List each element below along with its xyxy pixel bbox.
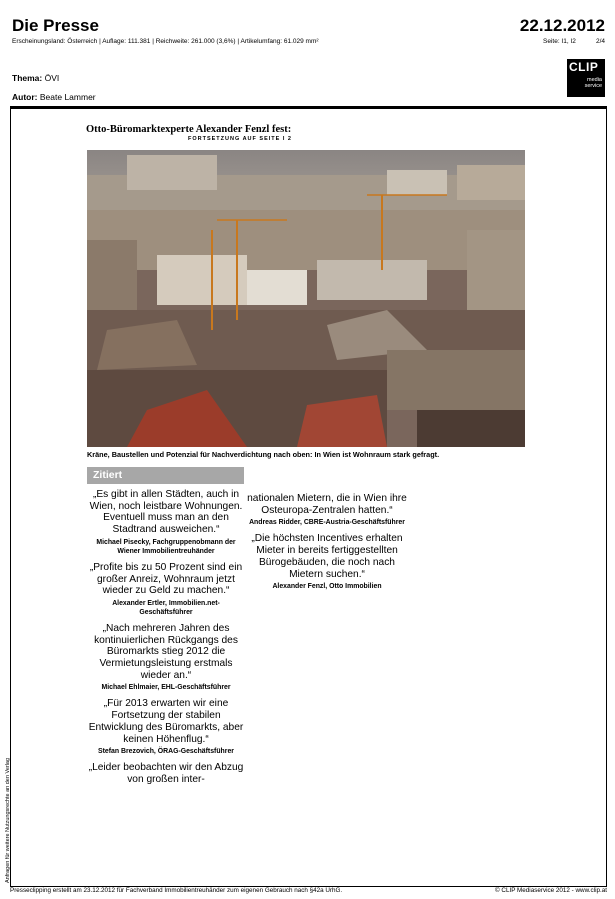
publication-title: Die Presse (12, 16, 99, 35)
autor-label: Autor: (12, 92, 38, 102)
quote-text: „Es gibt in allen Städten, auch in Wien, noch leistbare Wohnungen. Eventuell muss man an den Stadtrand ausweichen.“ (89, 489, 243, 536)
autor-value: Beate Lammer (39, 92, 96, 102)
quote-attribution: Michael Pisecky, Fachgruppenobmann der Wiener Immobilientreuhänder (96, 538, 236, 555)
vienna-cityscape-photo (87, 150, 525, 447)
quote-attribution: Stefan Brezovich, ÖRAG-Geschäftsführer (98, 748, 234, 756)
quotes-column-right (247, 493, 407, 597)
clip-logo (567, 59, 605, 97)
clip-logo-line2: service (584, 83, 602, 89)
clip-logo-text: CLIP (569, 60, 599, 74)
quotes-column-left (87, 489, 245, 786)
thema-label: Thema: (12, 73, 43, 83)
continuation-note: FORTSETZUNG AUF SEITE I 2 (188, 136, 292, 142)
thema-line (12, 73, 59, 83)
quote-attribution: Alexander Ertler, Immobilien.net-Geschäftsführer (112, 599, 220, 616)
footer-copyright: © CLIP Mediaservice 2012 - www.clip.at (495, 887, 607, 894)
quote-text: „Nach mehreren Jahren des kontinuierlichen Rückgangs des Büromarkts stieg 2012 die Vermietungsleistung erstmals wieder an.“ (94, 622, 238, 681)
quote-attribution: Andreas Ridder, CBRE-Austria-Geschäftsführer (249, 519, 405, 527)
page-count: 2/4 (596, 38, 606, 45)
zitiert-box-title: Zitiert (87, 467, 244, 484)
publication-date: 22.12.2012 (519, 16, 605, 35)
clip-logo-line1: media (587, 77, 602, 83)
publication-meta: Erscheinungsland: Österreich | Auflage: 111.381 | Reichweite: 261.000 (3,6%) | Artikelumfang: 61.029 mm² (12, 38, 319, 45)
article-kicker: Otto-Büromarktexperte Alexander Fenzl fest: (86, 124, 292, 135)
footer-clipping-note: Presseclipping erstellt am 23.12.2012 für Fachverband Immobilientreuhänder zum eigenen Gebrauch nach §42a UrhG. (10, 887, 343, 894)
quote-attribution: Michael Ehlmaier, EHL-Geschäftsführer (101, 684, 231, 692)
quote-text: „Leider beobachten wir den Abzug von großen inter- (88, 762, 244, 785)
thema-value: ÖVI (44, 73, 60, 83)
quote-attribution: Alexander Fenzl, Otto Immobilien (272, 583, 382, 591)
rights-note: Anfragen für weitere Nutzungsrechte an den Verlag (5, 757, 11, 883)
photo-caption: Kräne, Baustellen und Potenzial für Nachverdichtung nach oben: In Wien ist Wohnraum stark gefragt. (87, 450, 440, 459)
clip-logo-subtext (585, 77, 602, 89)
page-reference: Seite: I1, I2 (543, 38, 576, 45)
autor-line (12, 92, 96, 102)
quote-text: nationalen Mietern, die in Wien ihre Osteuropa-Zentralen hatten.“ (247, 493, 407, 516)
quote-text: „Die höchsten Incentives erhalten Mieter in bereits fertiggestellten Bürogebäuden, die noch nach Mietern suchen.“ (251, 533, 403, 580)
quote-text: „Profite bis zu 50 Prozent sind ein großer Anreiz, Wohnraum jetzt wieder zu Geld zu machen.“ (89, 561, 243, 597)
quote-text: „Für 2013 erwarten wir eine Fortsetzung der stabilen Entwicklung des Büromarkts, aber keinen Höhenflug.“ (88, 698, 244, 745)
rights-sidebar (3, 737, 13, 883)
